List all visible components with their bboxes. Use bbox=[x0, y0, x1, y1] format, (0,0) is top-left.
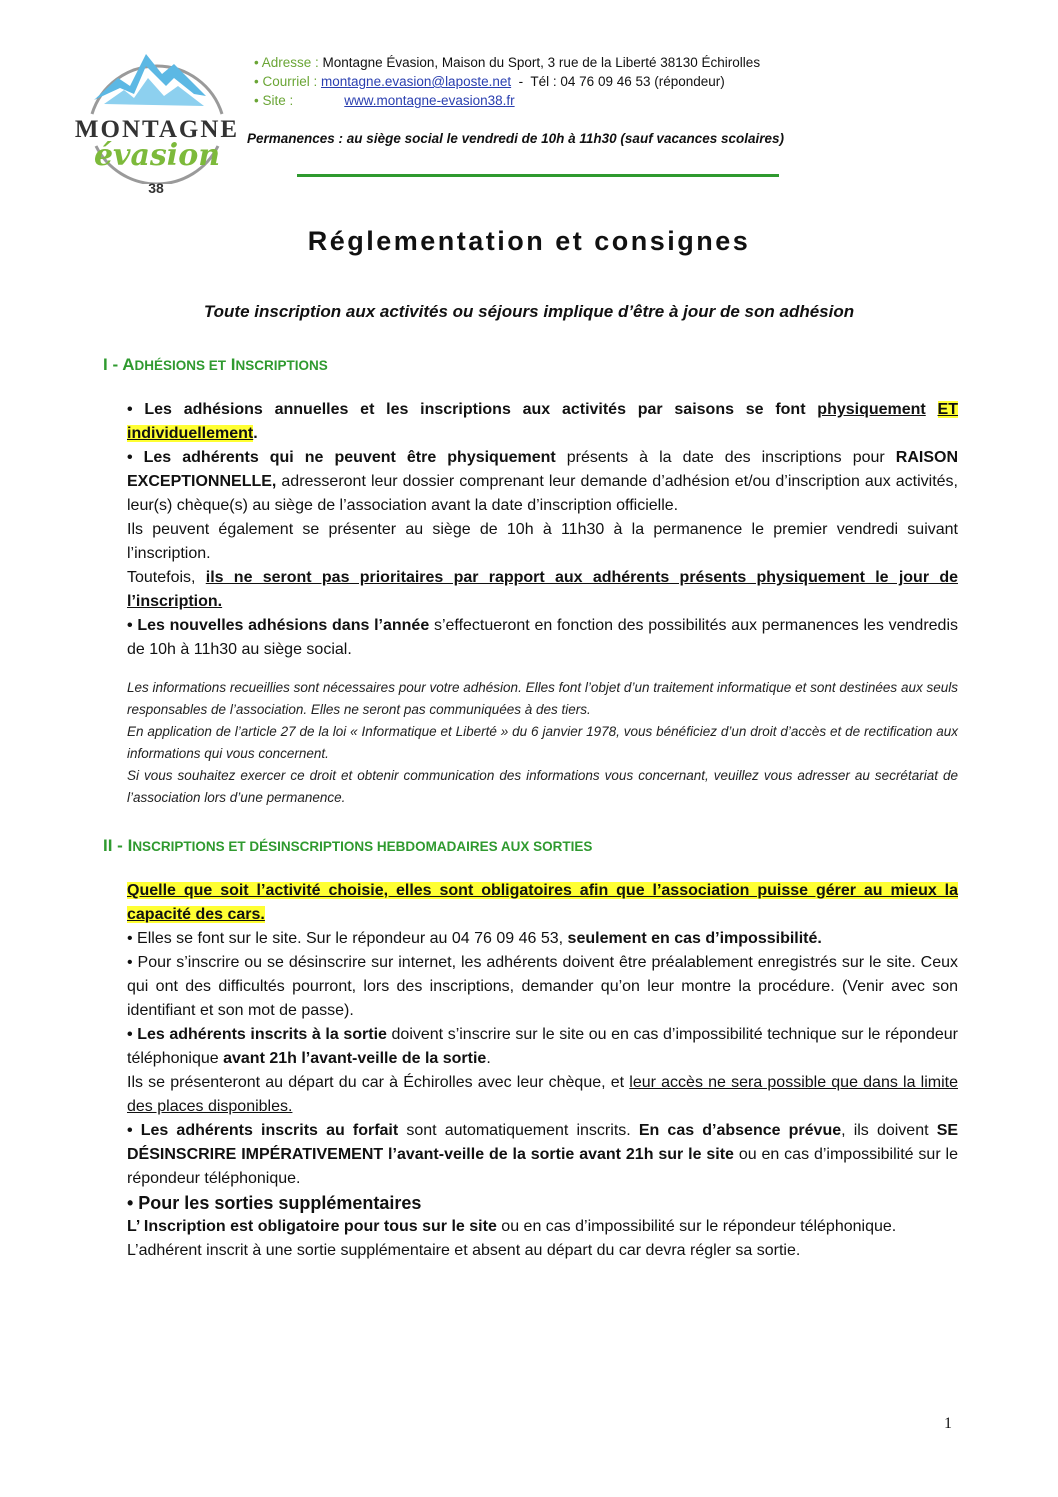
page-title: Réglementation et consignes bbox=[307, 226, 751, 256]
heading-text: DHÉSIONS ET bbox=[134, 358, 226, 373]
text: doivent s’inscrire sur le site ou en cas d’impossibilité technique sur le répondeur téléphonique bbox=[127, 1026, 958, 1067]
heading-text: NSCRIPTIONS bbox=[235, 358, 328, 373]
paragraph: • Pour les sorties supplémentaires bbox=[127, 1193, 422, 1213]
phone-separator: - bbox=[518, 74, 524, 89]
site-row bbox=[254, 91, 760, 110]
section-1-heading bbox=[103, 355, 328, 375]
paragraph bbox=[127, 446, 958, 518]
text: ou en cas d’impossibilité sur le répondeur téléphonique. bbox=[501, 1218, 897, 1235]
paragraph: • Pour s’inscrire ou se désinscrire sur internet, les adhérents doivent être préalablement enregistrés sur le site. Ceux qui ont des difficultés pourront, lors des inscriptions, demander qu’on leur montre la procédure. (Venir avec son identifiant et son mot de passe). bbox=[127, 954, 958, 1019]
email-label: Courriel : bbox=[262, 74, 318, 89]
paragraph: L’adhérent inscrit à une sortie supplémentaire et absent au départ du car devra régler sa sortie. bbox=[127, 1242, 801, 1259]
text: . bbox=[486, 1050, 491, 1067]
section-2-body bbox=[127, 879, 958, 1263]
site-label: Site : bbox=[262, 93, 294, 108]
heading-cap: I bbox=[127, 836, 133, 855]
text: ou en cas d’impossibilité sur le répondeur téléphonique. bbox=[127, 1146, 958, 1187]
notice-paragraph: Les informations recueillies sont nécessaires pour votre adhésion. Elles font l’objet d’un traitement informatique et sont destinées aux seuls responsables de l’association. Elles ne seront pas communiquées à des tiers. bbox=[127, 680, 958, 717]
website-link[interactable]: www.montagne-evasion38.fr bbox=[344, 93, 515, 108]
paragraph bbox=[127, 1119, 958, 1191]
paragraph bbox=[127, 398, 958, 446]
section-1-body bbox=[127, 398, 958, 662]
address-label: Adresse : bbox=[261, 55, 319, 70]
text-bold: avant 21h l’avant-veille de la sortie bbox=[223, 1050, 487, 1067]
association-logo bbox=[74, 34, 240, 196]
text-bold: • Les adhérents inscrits au forfait bbox=[127, 1122, 399, 1139]
paragraph bbox=[127, 1071, 958, 1119]
text-bold: SE DÉSINSCRIRE IMPÉRATIVEMENT l’avant-veille de la sortie avant 21h sur le site bbox=[127, 1122, 959, 1163]
heading-cap: I bbox=[230, 355, 236, 374]
text-highlighted: ET individuellement bbox=[127, 401, 958, 442]
text-bold: seulement en cas d’impossibilité. bbox=[567, 930, 822, 947]
text-bold: • Les adhérents qui ne peuvent être physiquement bbox=[127, 449, 556, 466]
paragraph bbox=[127, 1023, 958, 1071]
paragraph bbox=[127, 614, 958, 662]
text-bold: En cas d’absence prévue bbox=[638, 1122, 842, 1139]
paragraph bbox=[127, 566, 958, 614]
logo-word-montagne: MONTAGNE bbox=[74, 116, 240, 143]
text-underlined: ils ne seront pas prioritaires par rapport aux adhérents présents physiquement le jour de l’inscription. bbox=[127, 569, 958, 610]
text: présents à la date des inscriptions pour bbox=[566, 449, 885, 466]
text: sont automatiquement inscrits. bbox=[406, 1122, 631, 1139]
text-underlined: physiquement bbox=[817, 401, 926, 418]
privacy-notice bbox=[127, 677, 958, 809]
paragraph bbox=[127, 1215, 958, 1239]
header-divider bbox=[297, 174, 779, 177]
section-1-number: I - bbox=[103, 355, 119, 374]
logo-number: 38 bbox=[148, 180, 164, 196]
text: Ils se présenteront au départ du car à Échirolles avec leur chèque, et bbox=[127, 1074, 625, 1091]
text-bold: . bbox=[253, 425, 258, 442]
text-bold: L’ Inscription est obligatoire pour tous sur le site bbox=[127, 1218, 497, 1235]
text: Toutefois, bbox=[127, 569, 196, 586]
notice-paragraph: Si vous souhaitez exercer ce droit et obtenir communication des informations vous concernant, veuillez vous adresser au secrétariat de l’association lors d’une permanence. bbox=[127, 768, 958, 805]
text: • Elles se font sur le site. Sur le répondeur au 04 76 09 46 53, bbox=[127, 930, 564, 947]
phone-value: Tél : 04 76 09 46 53 (répondeur) bbox=[530, 74, 725, 89]
text: adresseront leur dossier comprenant leur demande d’adhésion et/ou d’inscription aux activités, leur(s) chèque(s) au siège de l’association avant la date d’inscription officielle. bbox=[127, 473, 958, 514]
heading-text: NSCRIPTIONS ET DÉSINSCRIPTIONS HEBDOMADAIRES AUX SORTIES bbox=[132, 839, 593, 854]
address-value: Montagne Évasion, Maison du Sport, 3 rue de la Liberté 38130 Échirolles bbox=[322, 55, 761, 70]
section-2-heading bbox=[103, 836, 592, 856]
page-subtitle: Toute inscription aux activités ou séjours implique d’être à jour de son adhésion bbox=[203, 302, 855, 321]
notice-paragraph: En application de l’article 27 de la loi « Informatique et Liberté » du 6 janvier 1978, vous bénéficiez d’un droit d’accès et de rectification aux informations qui vous concernent. bbox=[127, 724, 958, 761]
paragraph bbox=[127, 879, 958, 927]
contact-block bbox=[254, 53, 760, 110]
email-row bbox=[254, 72, 760, 91]
page-number: 1 bbox=[944, 1415, 952, 1432]
text-bold: • Les adhérents inscrits à la sortie bbox=[127, 1026, 387, 1043]
text-bold: • Les nouvelles adhésions dans l’année bbox=[127, 617, 430, 634]
text-highlighted: Quelle que soit l’activité choisie, elles sont obligatoires afin que l’association puisse gérer au mieux la capacité des cars. bbox=[127, 882, 958, 923]
text-bold: • Les adhésions annuelles et les inscriptions aux activités par saisons se font bbox=[127, 401, 806, 418]
bullet: • bbox=[254, 93, 259, 108]
text: , ils doivent bbox=[841, 1122, 929, 1139]
text-bold: RAISON EXCEPTIONNELLE, bbox=[127, 449, 959, 490]
text: s’effectueront en fonction des possibilités aux permanences les vendredis de 10h à 11h30 au siège social. bbox=[127, 617, 958, 658]
email-link[interactable]: montagne.evasion@laposte.net bbox=[321, 74, 512, 89]
section-2-number: II - bbox=[103, 836, 123, 855]
bullet: • bbox=[254, 74, 259, 89]
paragraph bbox=[127, 927, 958, 951]
heading-cap: A bbox=[122, 355, 135, 374]
permanences-text: Permanences : au siège social le vendredi de 10h à 11h30 (sauf vacances scolaires) bbox=[247, 131, 785, 146]
paragraph: Ils peuvent également se présenter au siège de 10h à 11h30 à la permanence le premier vendredi suivant l’inscription. bbox=[127, 521, 958, 562]
text-underlined: leur accès ne sera possible que dans la limite des places disponibles. bbox=[127, 1074, 958, 1115]
bullet: • bbox=[254, 55, 259, 70]
logo-word-evasion: évasion bbox=[93, 138, 221, 173]
address-row bbox=[254, 53, 760, 72]
